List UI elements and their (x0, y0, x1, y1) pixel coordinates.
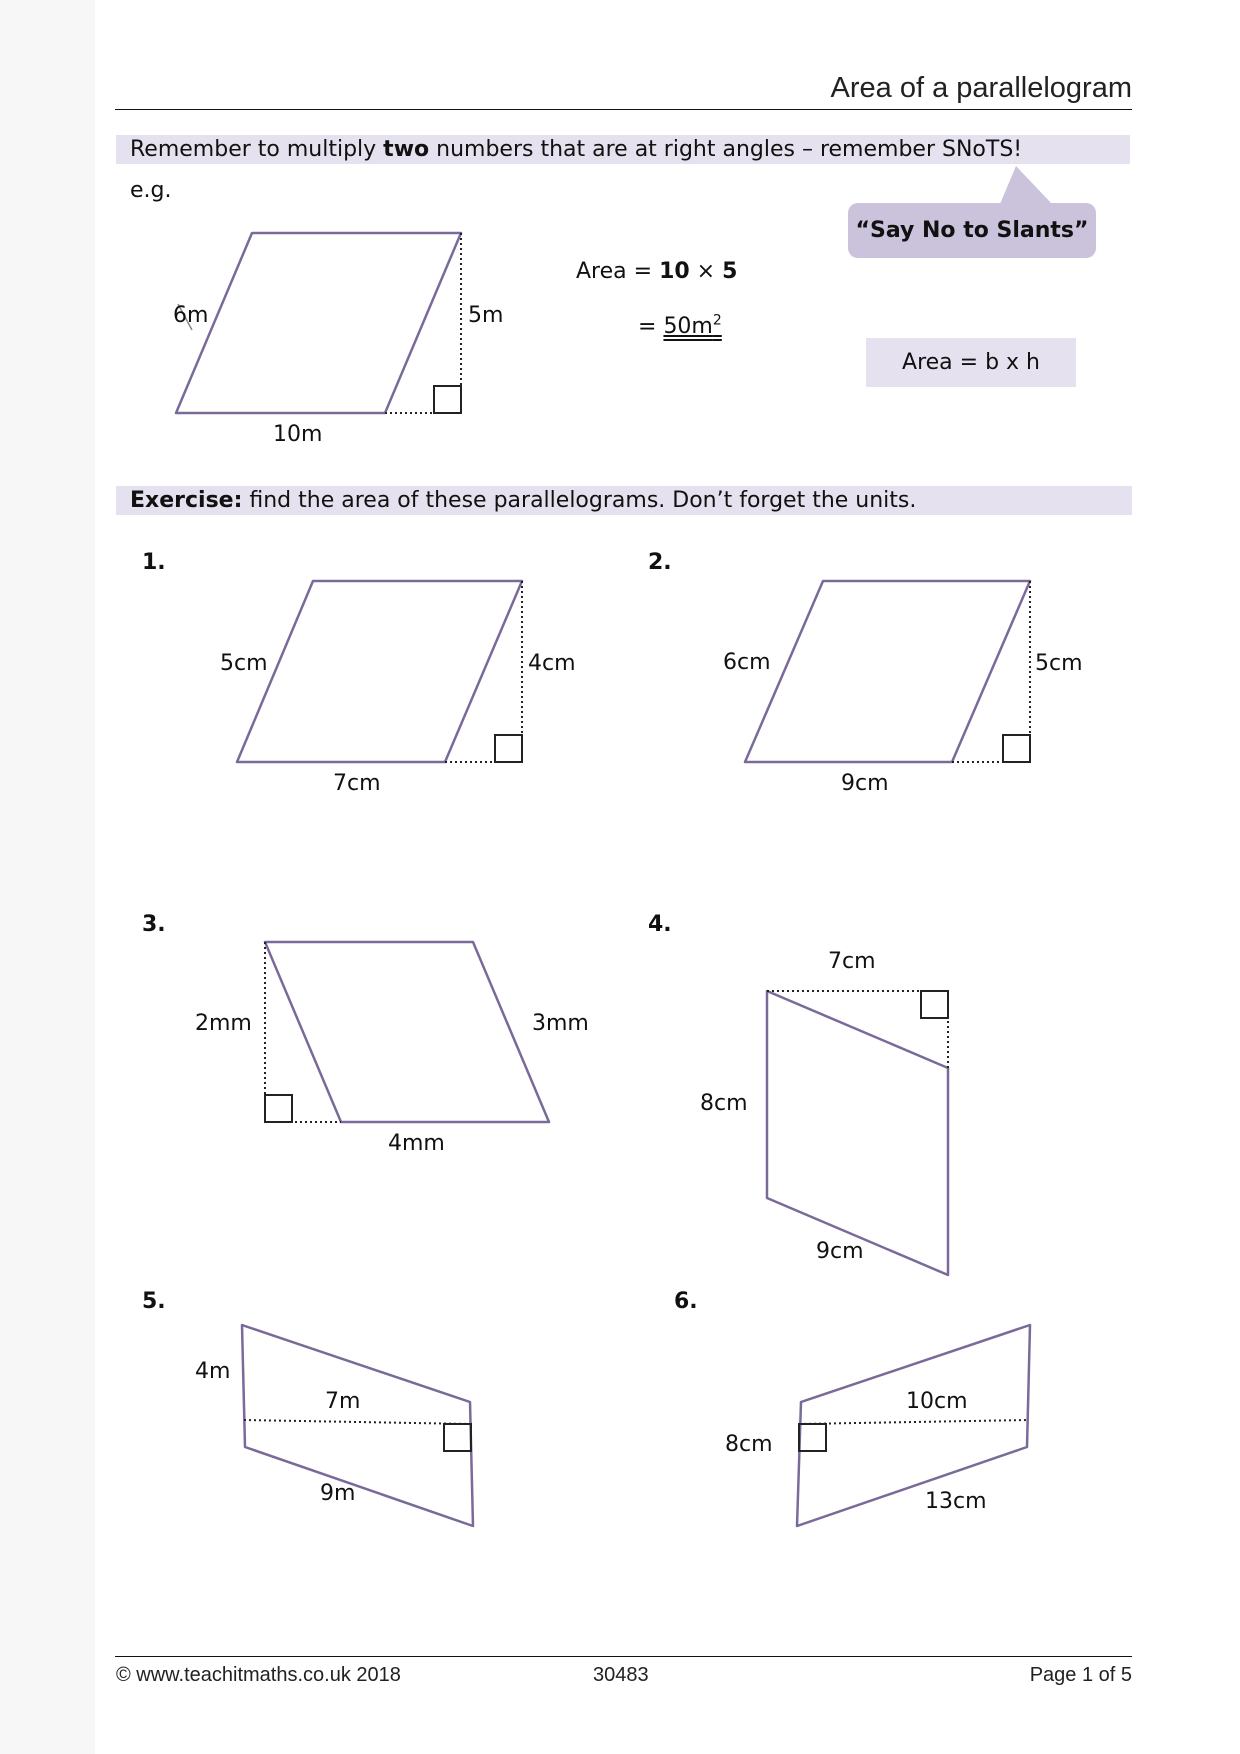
reminder-text-2: numbers that are at right angles – remember SNoTS! (429, 137, 1023, 162)
q6-parallelogram (797, 1325, 1030, 1526)
result-number: 50m (663, 314, 713, 340)
q5-parallelogram (242, 1325, 473, 1526)
snots-tip-bubble: “Say No to Slants” (848, 203, 1096, 258)
q2-parallelogram (745, 581, 1030, 762)
calc-base: 10 (659, 259, 690, 284)
q2-base-label: 9cm (841, 771, 889, 796)
q6-slant-label: 13cm (925, 1489, 987, 1514)
q1-height-label: 4cm (528, 651, 576, 676)
q5-right-angle (444, 1424, 471, 1451)
question-number-2: 2. (648, 550, 672, 575)
q6-side-label: 8cm (725, 1432, 773, 1457)
page-title: Area of a parallelogram (830, 72, 1132, 104)
question-number-1: 1. (142, 550, 166, 575)
q1-right-angle (495, 735, 522, 762)
q3-right-angle (265, 1095, 292, 1122)
reminder-bold-word: two (383, 137, 430, 162)
q2-right-angle (1003, 735, 1030, 762)
q3-height-label: 2mm (195, 1011, 252, 1036)
exercise-heading-bold: Exercise: (130, 488, 243, 513)
footer-copyright: © www.teachitmaths.co.uk 2018 (116, 1664, 401, 1686)
result-power: 2 (712, 313, 722, 329)
question-number-6: 6. (674, 1289, 698, 1314)
q4-parallelogram (767, 991, 948, 1275)
example-slant-label: 6m (173, 303, 209, 328)
footer-resource-code: 30483 (593, 1664, 649, 1686)
calc-prefix: Area = (576, 259, 660, 284)
q5-height-label: 7m (325, 1389, 361, 1414)
footer-page-number: Page 1 of 5 (1029, 1664, 1132, 1686)
example-height-label: 5m (468, 303, 504, 328)
q5-side-label: 4m (195, 1359, 231, 1384)
q4-side-label: 8cm (700, 1091, 748, 1116)
example-right-angle (434, 386, 461, 413)
q3-parallelogram (265, 942, 549, 1122)
example-parallelogram (176, 233, 461, 413)
q6-height-label: 10cm (906, 1389, 968, 1414)
q1-parallelogram (237, 581, 522, 762)
example-label: e.g. (130, 178, 172, 203)
q1-slant-label: 5cm (220, 651, 268, 676)
q3-slant-label: 3mm (532, 1011, 589, 1036)
question-number-3: 3. (142, 912, 166, 937)
q1-base-label: 7cm (333, 771, 381, 796)
calc-height: 5 (722, 259, 738, 284)
footer-rule (115, 1656, 1132, 1657)
exercise-heading-text: find the area of these parallelograms. Don’t forget the units. (242, 488, 917, 513)
q4-width-label: 7cm (828, 949, 876, 974)
q6-right-angle (799, 1424, 826, 1451)
q2-height-label: 5cm (1035, 651, 1083, 676)
calc-times: × (689, 259, 723, 284)
question-number-5: 5. (142, 1289, 166, 1314)
q3-base-label: 4mm (388, 1131, 445, 1156)
q2-slant-label: 6cm (723, 650, 771, 675)
q4-right-angle (921, 991, 948, 1018)
q4-slant-label: 9cm (816, 1239, 864, 1264)
area-formula-box: Area = b x h (866, 338, 1076, 387)
question-number-4: 4. (648, 912, 672, 937)
result-prefix: = (638, 314, 664, 340)
example-base-label: 10m (273, 422, 323, 447)
q5-slant-label: 9m (320, 1481, 356, 1506)
reminder-text-1: Remember to multiply (130, 137, 384, 162)
